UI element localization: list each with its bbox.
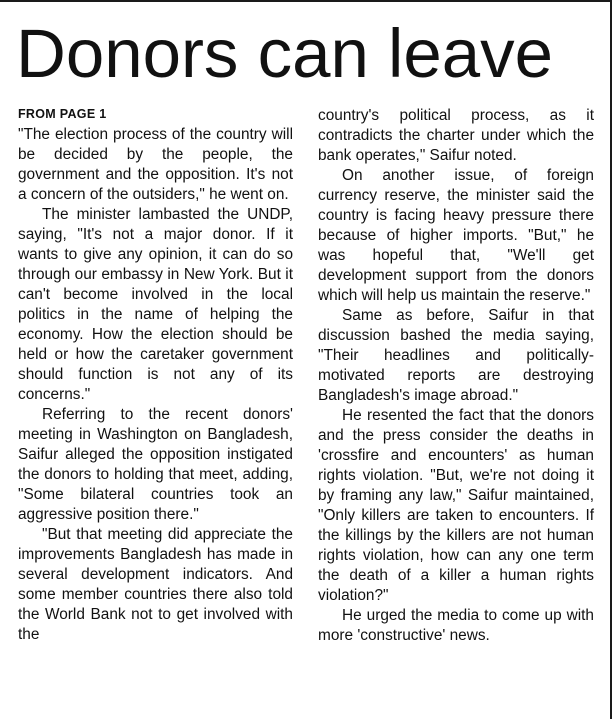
paragraph: On another issue, of foreign currency reserve, the minister said the country is facing heavy pressure there because of higher imports. "But," he was hopeful that, "We'll get development support from the donors which will help us maintain the reserve." <box>318 167 594 304</box>
article-column-left <box>18 106 293 645</box>
kicker: FROM PAGE 1 <box>18 107 107 121</box>
paragraph: The minister lambasted the UNDP, saying, "It's not a major donor. If it wants to give any opinion, it can do so through our embassy in New York. But it can't become involved in the local politics in the name of helping the economy. How the election should be held or how the caretaker government should function is not any of its concerns." <box>18 206 293 403</box>
paragraph: He resented the fact that the donors and the press consider the deaths in 'crossfire and encounters' as human rights violation. "But, we're not doing it by framing any law," Saifur maintained, "Only killers are taken to encounters. If the killings by the killers are not human rights violation, how can any one term the death of a killer a human rights violation?" <box>318 407 594 604</box>
headline: Donors can leave <box>16 15 553 92</box>
paragraph: He urged the media to come up with more 'constructive' news. <box>318 607 594 644</box>
paragraph: "The election process of the country will be decided by the people, the government and the opposition. It's not a concern of the outsiders," he went on. <box>18 126 293 203</box>
paragraph: "But that meeting did appreciate the improvements Bangladesh has made in several development indicators. And some member countries there also told the World Bank not to get involved with the <box>18 526 293 643</box>
paragraph: Same as before, Saifur in that discussion bashed the media saying, "Their headlines and politically-motivated reports are destroying Bangladesh's image abroad." <box>318 307 594 404</box>
paragraph: Referring to the recent donors' meeting in Washington on Bangladesh, Saifur alleged the opposition instigated the donors to holding that meet, adding, "Some bilateral countries took an aggressive position there." <box>18 406 293 523</box>
paragraph: country's political process, as it contradicts the charter under which the bank operates," Saifur noted. <box>318 107 594 164</box>
article-column-right <box>318 106 594 646</box>
